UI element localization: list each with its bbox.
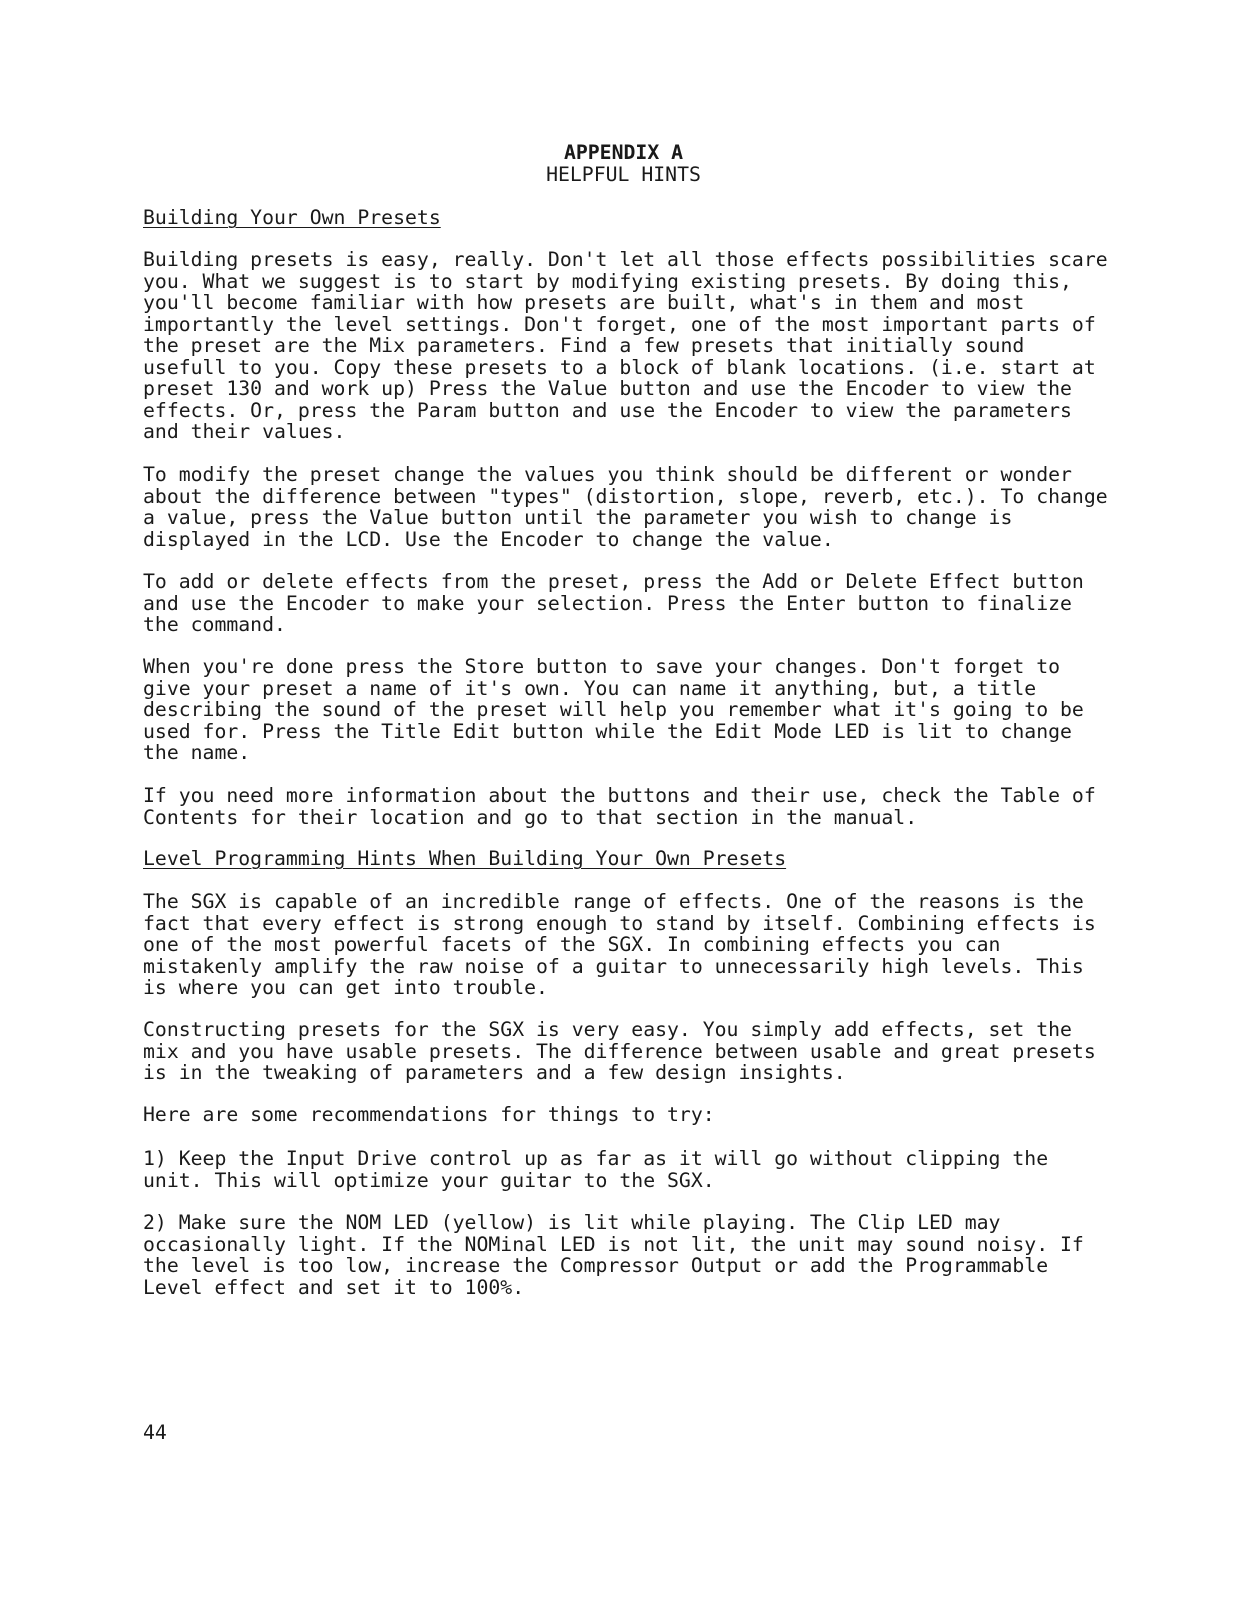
paragraph-more-info: If you need more information about the buttons and their use, check the Table of Contents for their location and go to that section in the manual.: [143, 784, 1096, 829]
paragraph-store-preset: When you're done press the Store button to save your changes. Don't forget to give your preset a name of it's own. You can name it anything, but, a title describing the sound of the preset will help you remember what it's going to be used for. Press the Title Edit button while the Edit Mode LED is lit to change the name.: [143, 655, 1084, 764]
paragraph-sgx-capable: The SGX is capable of an incredible range of effects. One of the reasons is the fact that every effect is strong enough to stand by itself. Combining effects is one of the most powerful facets of the SGX. In combining effects you can mistakenly amplify the raw noise of a guitar to unnecessarily high levels. This is where you can get into trouble.: [143, 890, 1096, 999]
paragraph-constructing-presets: Constructing presets for the SGX is very easy. You simply add effects, set the mix and you have usable presets. The difference between usable and great presets is in the tweaking of parameters and a few design insights.: [143, 1018, 1096, 1084]
section-title-building-presets: Building Your Own Presets: [143, 206, 441, 229]
list-item-input-drive: 1) Keep the Input Drive control up as far as it will go without clipping the unit. This will optimize your guitar to the SGX.: [143, 1147, 1049, 1192]
appendix-title: APPENDIX A: [563, 141, 684, 164]
paragraph-add-delete-effects: To add or delete effects from the preset, press the Add or Delete Effect button and use the Encoder to make your selection. Press the Enter button to finalize the command.: [143, 570, 1084, 636]
paragraph-building-intro: Building presets is easy, really. Don't let all those effects possibilities scare you. What we suggest is to start by modifying existing presets. By doing this, you'll become familiar with how presets are built, what's in them and most importantly the level settings. Don't forget, one of the most important parts of the preset are the Mix parameters. Find a few presets that initially sound usefull to you. Copy these presets to a block of blank locations. (i.e. start at preset 130 and work up) Press the Value button and use the Encoder to view the effects. Or, press the Param button and use the Encoder to view the parameters and their values.: [143, 248, 1108, 443]
list-item-nom-led: 2) Make sure the NOM LED (yellow) is lit while playing. The Clip LED may occasionally light. If the NOMinal LED is not lit, the unit may sound noisy. If the level is too low, increase the Compressor Output or add the Programmable Level effect and set it to 100%.: [143, 1211, 1084, 1299]
paragraph-modify-preset: To modify the preset change the values you think should be different or wonder about the difference between "types" (distortion, slope, reverb, etc.). To change a value, press the Value button until the parameter you wish to change is displayed in the LCD. Use the Encoder to change the value.: [143, 463, 1108, 551]
page-number: 44: [143, 1421, 167, 1444]
paragraph-recommendations: Here are some recommendations for things to try:: [143, 1103, 715, 1126]
appendix-subtitle: HELPFUL HINTS: [546, 163, 701, 186]
section-title-level-programming: Level Programming Hints When Building Your Own Presets: [143, 847, 787, 870]
